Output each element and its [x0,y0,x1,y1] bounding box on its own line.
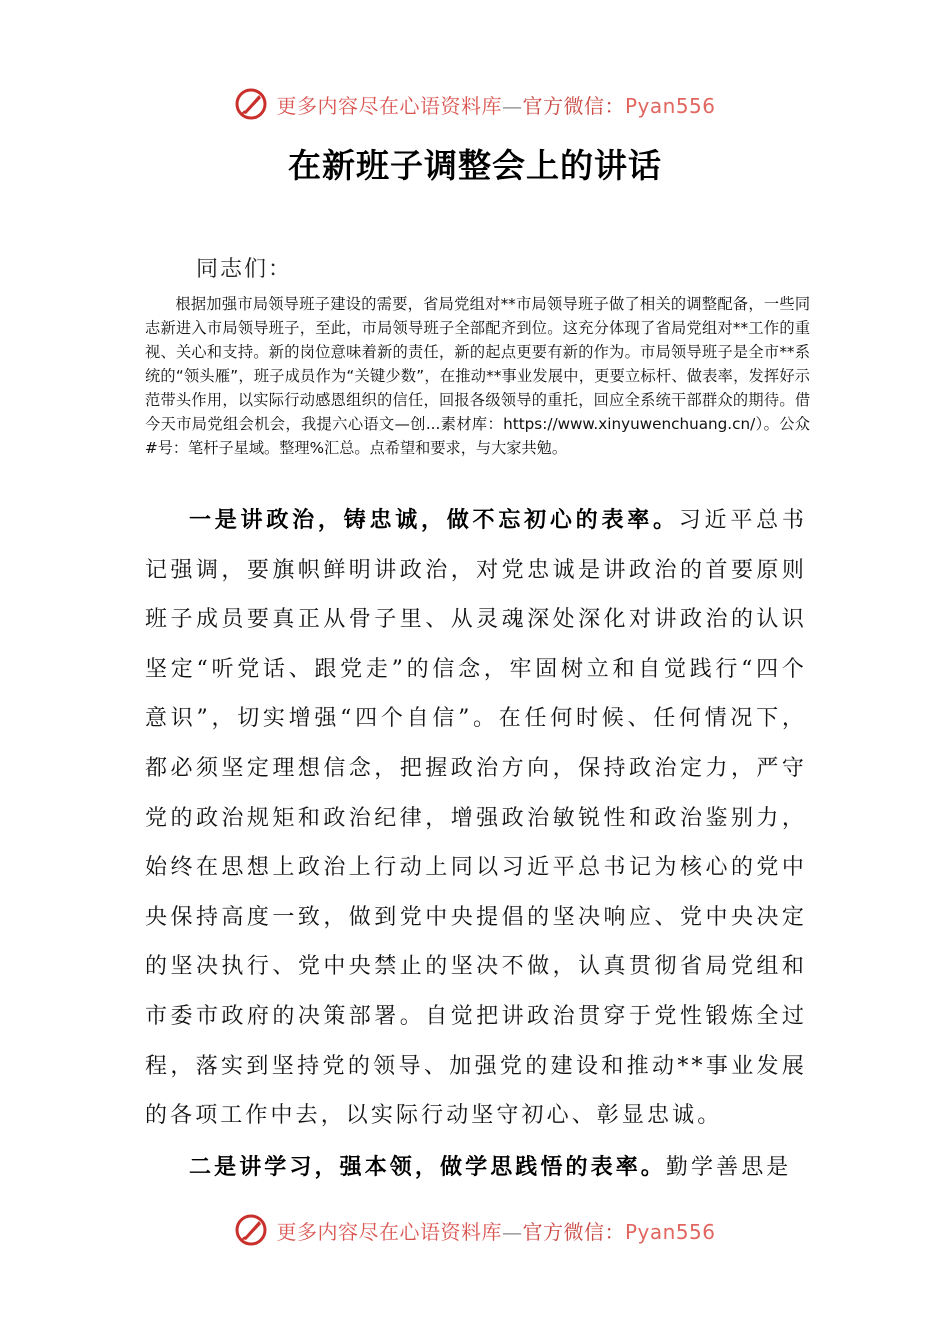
banner-separator: — [501,93,523,118]
quill-logo-icon [234,1213,268,1247]
quill-logo-icon [234,87,268,121]
banner-wechat-id: Pyan556 [624,93,716,118]
salutation: 同志们： [196,257,293,282]
banner-text [276,1216,715,1245]
section-1-paragraph [145,496,807,1141]
banner-text [276,90,715,119]
banner-wechat-id: Pyan556 [624,1219,716,1244]
footer-banner [0,1210,950,1250]
banner-label: 官方微信： [522,1219,625,1244]
section-1-lead: 一是讲政治，铸忠诚，做不忘初心的表率。 [189,507,679,533]
document-title: 在新班子调整会上的讲话 [288,146,662,185]
banner-label: 官方微信： [522,93,625,118]
section-2-body: 勤学善思是 [665,1155,792,1180]
banner-prefix: 更多内容尽在心语资料库 [276,93,502,118]
banner-separator: — [501,1219,523,1244]
section-1-body: 习近平总书记强调，要旗帜鲜明讲政治，对党忠诚是讲政治的首要原则班子成员要真正从骨子里、从灵魂深处深化对讲政治的认识坚定“听党话、跟党走”的信念，牢固树立和自觉践行“四个意识”，切实增强“四个自信”。在任何时候、任何情况下，都必须坚定理想信念，把握政治方向，保持政治定力，严守党的政治规矩和政治纪律，增强政治敏锐性和政治鉴别力，始终在思想上政治上行动上同以习近平总书记为核心的党中央保持高度一致，做到党中央提倡的坚决响应、党中央决定的坚决执行、党中央禁止的坚决不做，认真贯彻省局党组和市委市政府的决策部署。自觉把讲政治贯穿于党性锻炼全过程，落实到坚持党的领导、加强党的建设和推动**事业发展的各项工作中去，以实际行动坚守初心、彰显忠诚。 [145,508,807,1129]
intro-paragraph: 根据加强市局领导班子建设的需要，省局党组对**市局领导班子做了相关的调整配备，一些同志新进入市局领导班子，至此，市局领导班子全部配齐到位。这充分体现了省局党组对**工作的重视、关心和支持。新的岗位意味着新的责任，新的起点更要有新的作为。市局领导班子是全市**系统的“领头雁”，班子成员作为“关键少数”，在推动**事业发展中，更要立标杆、做表率，发挥好示范带头作用，以实际行动感恩组织的信任，回报各级领导的重托，回应全系统干部群众的期待。借今天市局党组会机会，我提六心语文—创...素材库：https://www.xinyuwenchuang.cn/）。公众#号：笔杆子星域。整理%汇总。点希望和要求，与大家共勉。 [145,295,810,457]
section-2-lead: 二是讲学习，强本领，做学思践悟的表率。 [189,1154,666,1180]
section-2-paragraph [145,1143,807,1195]
banner-prefix: 更多内容尽在心语资料库 [276,1219,502,1244]
header-banner [0,84,950,124]
